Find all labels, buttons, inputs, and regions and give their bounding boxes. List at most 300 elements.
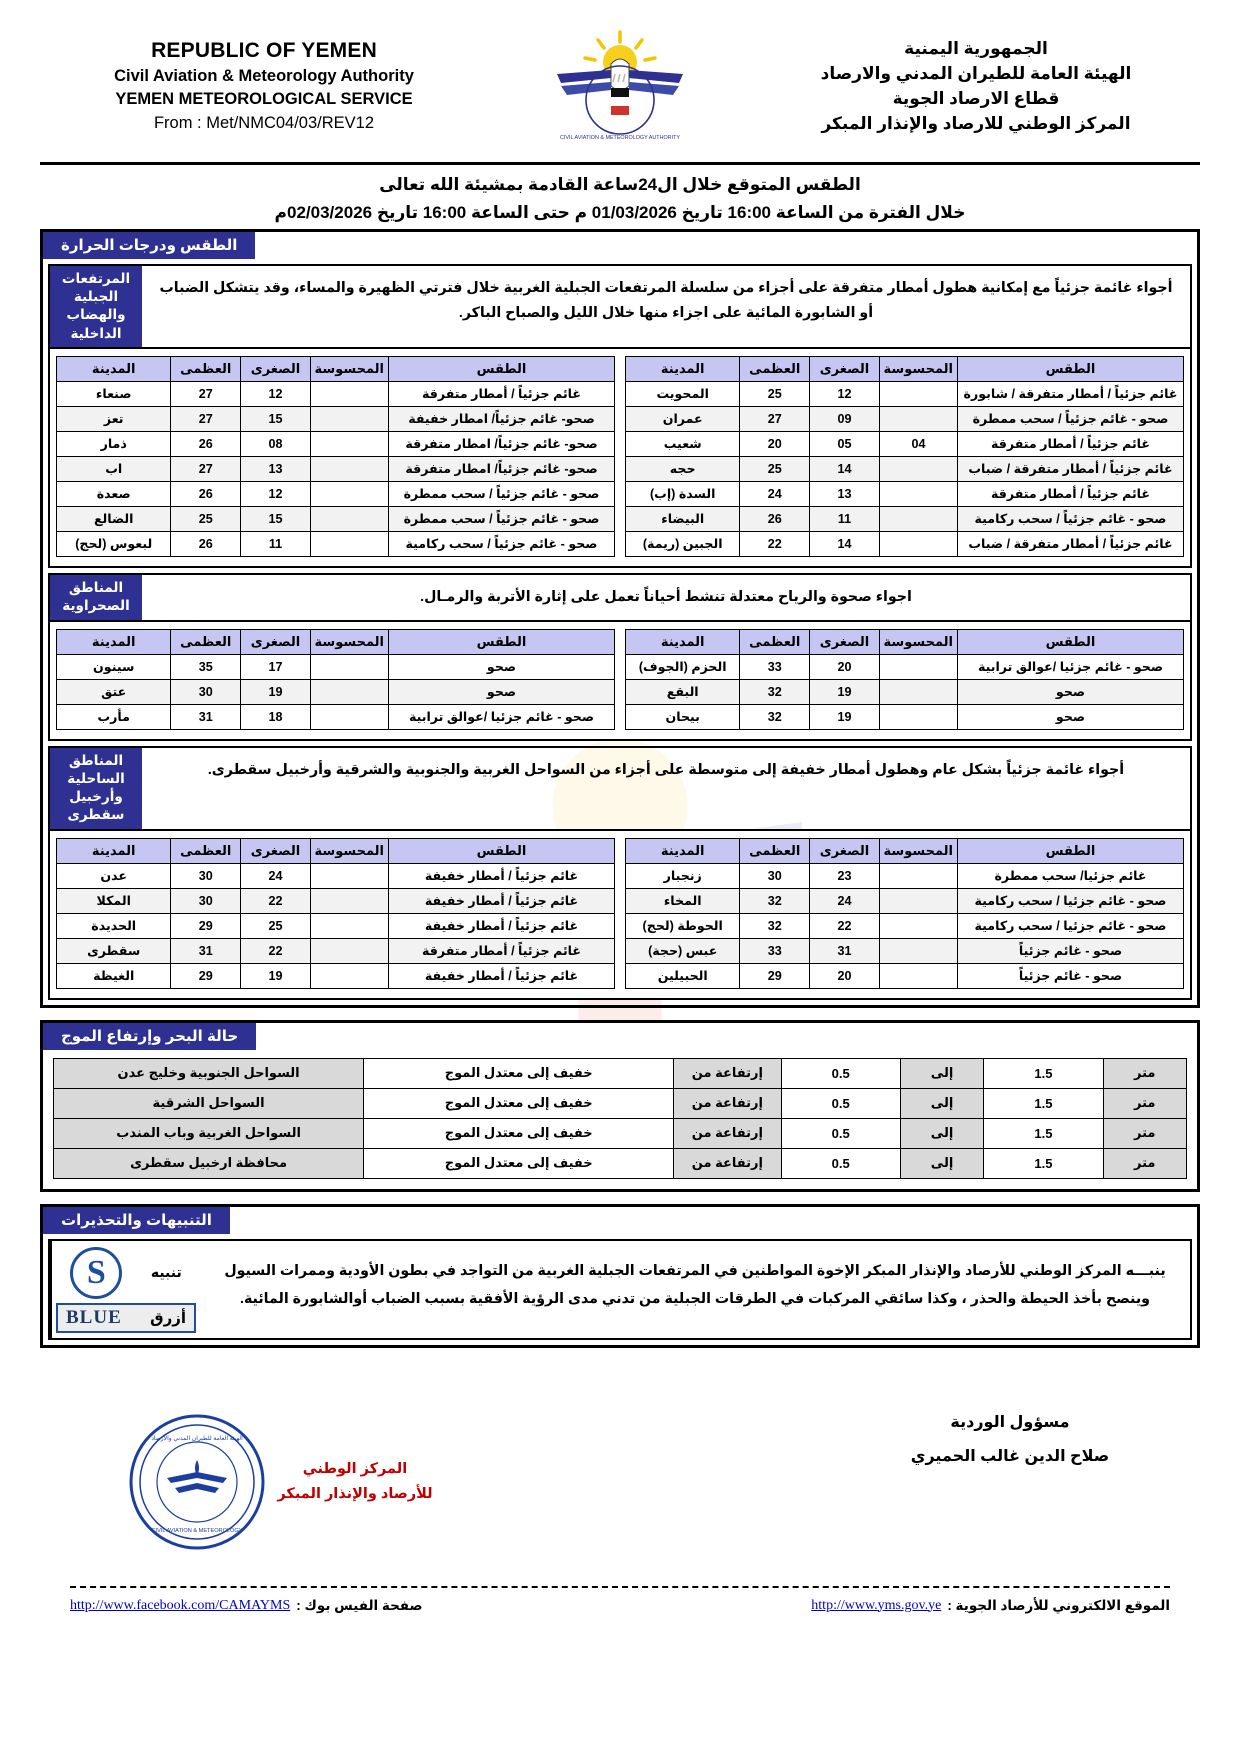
- cell-city: صنعاء: [57, 381, 171, 406]
- section-header-weather: [43, 232, 1197, 259]
- cell-min-temp: 08: [241, 431, 311, 456]
- cell-max-temp: 29: [171, 963, 241, 988]
- cell-city: المكلا: [57, 888, 171, 913]
- cell-min-temp: 15: [241, 506, 311, 531]
- cell-to-label: إلى: [900, 1148, 983, 1178]
- cell-from-label: إرتفاعة من: [674, 1148, 781, 1178]
- seal-text-line1: المركز الوطني: [302, 1460, 408, 1477]
- tbody-desert-right: [57, 654, 615, 729]
- warning-badge-word-ar: تنبيه: [150, 1264, 182, 1281]
- table-row: [57, 654, 615, 679]
- cell-max-temp: 32: [740, 913, 810, 938]
- cell-weather: صحو- غائم جزئياً/ امطار متفرقة: [389, 431, 615, 456]
- table-row: [57, 506, 615, 531]
- header-en-line3: YEMEN METEOROLOGICAL SERVICE: [115, 90, 413, 108]
- cell-max-temp: 29: [740, 963, 810, 988]
- header-ar-line3: قطاع الارصاد الجوية: [892, 88, 1060, 108]
- cell-max-temp: 30: [171, 679, 241, 704]
- coastal-table-left: [625, 838, 1184, 989]
- section-header-warnings: [43, 1207, 1197, 1234]
- cell-min-temp: 22: [241, 938, 311, 963]
- region-header-highlands: [50, 266, 1190, 349]
- warning-text: [200, 1241, 1190, 1338]
- table-row: [57, 406, 615, 431]
- header-ar-line4: المركز الوطني للارصاد والإنذار المبكر: [821, 113, 1131, 133]
- cell-weather: غائم جزئياً / أمطار متفرقة / ضباب: [958, 456, 1184, 481]
- cell-city: ذمار: [57, 431, 171, 456]
- cell-unit: متر: [1103, 1148, 1186, 1178]
- cell-weather: غائم جزئياً / أمطار متفرقة: [389, 938, 615, 963]
- table-row: [626, 431, 1184, 456]
- table-row: [57, 431, 615, 456]
- th-max: العظمى: [740, 629, 810, 654]
- weather-table: [625, 629, 1184, 730]
- cell-weather: صحو - غائم جزئيا /عوالق ترابية: [958, 654, 1184, 679]
- table-row: [57, 381, 615, 406]
- table-row: [57, 963, 615, 988]
- cell-city: زنجبار: [626, 863, 740, 888]
- region-header-desert: [50, 575, 1190, 622]
- cell-wave-to: 1.5: [984, 1058, 1103, 1088]
- th-feels: المحسوسة: [879, 356, 957, 381]
- cell-max-temp: 27: [171, 456, 241, 481]
- region-tables-desert: [50, 622, 1190, 739]
- table-row: [626, 704, 1184, 729]
- cell-from-label: إرتفاعة من: [674, 1058, 781, 1088]
- cell-weather: صحو - غائم جزئياً / سحب ركامية: [389, 531, 615, 556]
- cell-feels: [879, 679, 957, 704]
- svg-text:الهيئة العامة للطيران المدني و: الهيئة العامة للطيران المدني والأرصاد: [151, 1435, 244, 1442]
- cell-weather: غائم جزئياً / أمطار متفرقة: [389, 381, 615, 406]
- cell-max-temp: 27: [171, 406, 241, 431]
- cell-to-label: إلى: [900, 1118, 983, 1148]
- cell-city: الحوطة (لحج): [626, 913, 740, 938]
- cell-wave-to: 1.5: [984, 1118, 1103, 1148]
- table-row: [57, 888, 615, 913]
- table-row: [626, 913, 1184, 938]
- header-english-block: [64, 39, 464, 133]
- cell-city: لبعوس (لحج): [57, 531, 171, 556]
- sea-state-table: [53, 1058, 1187, 1179]
- region-description-coastal: أجواء غائمة جزئياً بشكل عام وهطول أمطار خفيفة إلى متوسطة على أجزاء من السواحل الغربية والجنوبية والشرقية وأرخبيل سقطرى.: [207, 761, 1125, 778]
- th-weather: الطقس: [958, 838, 1184, 863]
- shift-officer-block: [850, 1412, 1170, 1466]
- cell-city: المخاء: [626, 888, 740, 913]
- cell-min-temp: 11: [810, 506, 880, 531]
- table-row: [626, 406, 1184, 431]
- tbody-highlands-left: [626, 381, 1184, 556]
- th-max: العظمى: [740, 838, 810, 863]
- cell-max-temp: 33: [740, 654, 810, 679]
- table-row: [626, 888, 1184, 913]
- cell-wave-from: 0.5: [781, 1118, 900, 1148]
- region-label-highlands: المرتفعات الجبلية والهضاب الداخلية: [50, 266, 142, 347]
- th-feels: المحسوسة: [879, 629, 957, 654]
- cell-feels: [310, 481, 388, 506]
- cell-min-temp: 14: [810, 531, 880, 556]
- cell-max-temp: 32: [740, 679, 810, 704]
- cell-min-temp: 31: [810, 938, 880, 963]
- th-weather: الطقس: [389, 356, 615, 381]
- cell-city: تعز: [57, 406, 171, 431]
- cell-max-temp: 25: [740, 456, 810, 481]
- th-city: المدينة: [57, 838, 171, 863]
- cell-min-temp: 14: [810, 456, 880, 481]
- region-block-coastal: [48, 746, 1192, 1000]
- cell-min-temp: 12: [241, 381, 311, 406]
- cell-city: الحديدة: [57, 913, 171, 938]
- table-row: [626, 381, 1184, 406]
- th-weather: الطقس: [389, 838, 615, 863]
- cell-city: الضالع: [57, 506, 171, 531]
- th-feels: المحسوسة: [310, 629, 388, 654]
- cell-city: السدة (إب): [626, 481, 740, 506]
- cell-feels: [310, 506, 388, 531]
- cell-city: عدن: [57, 863, 171, 888]
- cell-weather: صحو - غائم جزئياً / سحب ركامية: [958, 506, 1184, 531]
- authority-logo: [540, 26, 700, 146]
- sea-table-row: [54, 1148, 1187, 1178]
- svg-text:CIVIL AVIATION & METEOROLOGY: CIVIL AVIATION & METEOROLOGY: [151, 1527, 243, 1534]
- cell-min-temp: 22: [810, 913, 880, 938]
- cell-city: عمران: [626, 406, 740, 431]
- cell-min-temp: 11: [241, 531, 311, 556]
- cell-min-temp: 24: [241, 863, 311, 888]
- cell-city: بيحان: [626, 704, 740, 729]
- cell-max-temp: 25: [171, 506, 241, 531]
- cell-feels: 04: [879, 431, 957, 456]
- weather-temperature-section: [40, 229, 1200, 1008]
- th-city: المدينة: [626, 838, 740, 863]
- cell-city: سينون: [57, 654, 171, 679]
- official-seal-area: [70, 1412, 490, 1552]
- cell-unit: متر: [1103, 1118, 1186, 1148]
- cell-max-temp: 26: [171, 481, 241, 506]
- weather-table: [56, 629, 615, 730]
- cell-to-label: إلى: [900, 1088, 983, 1118]
- cell-feels: [879, 456, 957, 481]
- cell-min-temp: 15: [241, 406, 311, 431]
- cell-max-temp: 30: [171, 863, 241, 888]
- warning-severity-icon: S: [70, 1247, 122, 1299]
- shift-officer-name: صلاح الدين غالب الحميري: [910, 1447, 1110, 1465]
- cell-feels: [310, 913, 388, 938]
- th-min: الصغرى: [241, 356, 311, 381]
- sea-table-row: [54, 1118, 1187, 1148]
- cell-weather: غائم جزئياً / أمطار متفرقة / شابورة: [958, 381, 1184, 406]
- cell-weather: غائم جزئياً / أمطار متفرقة: [958, 481, 1184, 506]
- desert-table-left: [625, 629, 1184, 730]
- cell-feels: [879, 863, 957, 888]
- cell-sea-region: السواحل الجنوبية وخليج عدن: [54, 1058, 364, 1088]
- tbody-coastal-left: [626, 863, 1184, 988]
- cell-weather: صحو: [958, 679, 1184, 704]
- cell-city: عتق: [57, 679, 171, 704]
- cell-min-temp: 17: [241, 654, 311, 679]
- cell-wave-from: 0.5: [781, 1058, 900, 1088]
- cell-feels: [879, 506, 957, 531]
- cell-max-temp: 31: [171, 704, 241, 729]
- cell-min-temp: 19: [241, 679, 311, 704]
- warnings-section: [40, 1204, 1200, 1348]
- weather-table: [625, 356, 1184, 557]
- cell-from-label: إرتفاعة من: [674, 1088, 781, 1118]
- section-title-sea: حالة البحر وإرتفاع الموج: [43, 1023, 256, 1050]
- cell-feels: [879, 654, 957, 679]
- cell-city: اب: [57, 456, 171, 481]
- table-row: [626, 963, 1184, 988]
- region-tables-highlands: [50, 349, 1190, 566]
- cell-feels: [879, 481, 957, 506]
- cell-feels: [310, 406, 388, 431]
- tbody-highlands-right: [57, 381, 615, 556]
- cell-weather: صحو- غائم جزئياً/ امطار متفرقة: [389, 456, 615, 481]
- cell-city: الحبيلين: [626, 963, 740, 988]
- cell-sea-region: السواحل الغربية وباب المندب: [54, 1118, 364, 1148]
- cell-feels: [879, 963, 957, 988]
- highlands-table-left: [625, 356, 1184, 557]
- cell-weather: صحو - غائم جزئياً / سحب ممطرة: [389, 506, 615, 531]
- cell-city: حجه: [626, 456, 740, 481]
- cell-min-temp: 24: [810, 888, 880, 913]
- th-max: العظمى: [171, 838, 241, 863]
- th-max: العظمى: [171, 629, 241, 654]
- tbody-desert-left: [626, 654, 1184, 729]
- cell-city: الحزم (الجوف): [626, 654, 740, 679]
- cell-min-temp: 19: [810, 704, 880, 729]
- website-url[interactable]: http://www.yms.gov.ye: [811, 1597, 942, 1613]
- cell-feels: [310, 431, 388, 456]
- cell-max-temp: 33: [740, 938, 810, 963]
- th-feels: المحسوسة: [310, 838, 388, 863]
- cell-unit: متر: [1103, 1088, 1186, 1118]
- weather-table: [56, 838, 615, 989]
- table-row: [57, 863, 615, 888]
- cell-feels: [310, 531, 388, 556]
- warning-badge-top: [52, 1241, 200, 1301]
- cell-weather: غائم جزئياً / أمطار متفرقة: [958, 431, 1184, 456]
- coastal-table-right: [56, 838, 615, 989]
- region-description-desert: اجواء صحوة والرياح معتدلة تنشط أحياناً تعمل على إثارة الأتربة والرمـال.: [420, 588, 912, 605]
- table-row: [626, 654, 1184, 679]
- cell-feels: [879, 406, 957, 431]
- cell-max-temp: 29: [171, 913, 241, 938]
- region-description-highlands: أجواء غائمة جزئياً مع إمكانية هطول أمطار متفرقة على أجزاء من سلسلة المرتفعات الجبلية الغربية خلال فترتي الظهيرة والمساء، وقد يتشكل الضباب أو الشابورة المائية على اجزاء منها خلال الليل والصباح الباكر.: [159, 280, 1173, 321]
- cell-max-temp: 30: [171, 888, 241, 913]
- facebook-label: صفحة الفيس بوك :: [296, 1597, 423, 1613]
- region-block-desert: [48, 573, 1192, 741]
- cell-max-temp: 26: [171, 431, 241, 456]
- region-label-coastal: المناطق الساحلية وأرخبيل سقطرى: [50, 748, 142, 829]
- cell-max-temp: 35: [171, 654, 241, 679]
- cell-weather: صحو - غائم جزئياً: [958, 963, 1184, 988]
- th-city: المدينة: [57, 356, 171, 381]
- header-ar-line2: الهيئة العامة للطيران المدني والارصاد: [820, 63, 1132, 83]
- th-city: المدينة: [57, 629, 171, 654]
- bulletin-title: [40, 175, 1200, 223]
- table-row: [57, 531, 615, 556]
- website-label: الموقع الالكتروني للأرصاد الجوية :: [947, 1597, 1170, 1613]
- warning-level-ar: أزرق: [150, 1309, 186, 1327]
- cell-weather: غائم جزئياً / أمطار خفيفة: [389, 913, 615, 938]
- cell-feels: [310, 863, 388, 888]
- cell-max-temp: 27: [171, 381, 241, 406]
- header-reference-number: From : Met/NMC04/03/REV12: [153, 114, 375, 132]
- sea-table-row: [54, 1088, 1187, 1118]
- cell-feels: [879, 888, 957, 913]
- cell-sea-state: خفيف إلى معتدل الموج: [364, 1148, 674, 1178]
- cell-min-temp: 25: [241, 913, 311, 938]
- cell-feels: [310, 456, 388, 481]
- cell-min-temp: 13: [810, 481, 880, 506]
- th-feels: المحسوسة: [879, 838, 957, 863]
- header-arabic-block: [776, 39, 1176, 134]
- table-row: [57, 679, 615, 704]
- facebook-url[interactable]: http://www.facebook.com/CAMAYMS: [70, 1597, 291, 1613]
- cell-min-temp: 18: [241, 704, 311, 729]
- warning-badge: [50, 1241, 200, 1338]
- table-row: [626, 679, 1184, 704]
- cell-feels: [879, 381, 957, 406]
- cell-city: شعيب: [626, 431, 740, 456]
- cell-min-temp: 05: [810, 431, 880, 456]
- cell-weather: صحو - غائم جزئيا /عوالق ترابية: [389, 704, 615, 729]
- seal-side-text: [277, 1457, 432, 1506]
- warning-level-en: BLUE: [66, 1306, 122, 1328]
- cell-feels: [879, 704, 957, 729]
- th-max: العظمى: [740, 356, 810, 381]
- cell-feels: [310, 888, 388, 913]
- warning-badge-level: [56, 1303, 196, 1333]
- region-label-desert: المناطق الصحراوية: [50, 575, 142, 620]
- warning-text-line2: وينصح بأخذ الحيطة والحذر ، وكذا سائقي المركبات في الطرقات الجبلية من تدني مدى الرؤية الأفقية بسبب الضباب أوالشابورة المائية.: [240, 1291, 1150, 1307]
- cell-max-temp: 30: [740, 863, 810, 888]
- th-city: المدينة: [626, 629, 740, 654]
- region-tables-coastal: [50, 831, 1190, 998]
- cell-max-temp: 22: [740, 531, 810, 556]
- th-weather: الطقس: [389, 629, 615, 654]
- cell-min-temp: 23: [810, 863, 880, 888]
- cell-weather: غائم جزئياً / أمطار خفيفة: [389, 888, 615, 913]
- cell-feels: [310, 704, 388, 729]
- cell-weather: صحو - غائم جزئياً: [958, 938, 1184, 963]
- seal-text-line2: للأرصاد والإنذار المبكر: [277, 1485, 433, 1502]
- cell-max-temp: 26: [740, 506, 810, 531]
- cell-weather: صحو: [389, 654, 615, 679]
- signature-area: [70, 1412, 1170, 1552]
- cell-max-temp: 31: [171, 938, 241, 963]
- header-divider: [40, 162, 1200, 165]
- weather-table: [56, 356, 615, 557]
- footer-website: [811, 1598, 1170, 1614]
- official-seal-icon: [127, 1412, 267, 1552]
- cell-max-temp: 26: [171, 531, 241, 556]
- desert-table-right: [56, 629, 615, 730]
- tbody-sea: [54, 1058, 1187, 1178]
- footer-facebook: [70, 1598, 423, 1614]
- cell-wave-from: 0.5: [781, 1088, 900, 1118]
- cell-max-temp: 25: [740, 381, 810, 406]
- cell-weather: صحو - غائم جزئيا / سحب ركامية: [958, 913, 1184, 938]
- document-header: [0, 0, 1240, 152]
- cell-sea-region: محافظة ارخبيل سقطرى: [54, 1148, 364, 1178]
- table-row: [626, 456, 1184, 481]
- section-title-warnings: التنبيهات والتحذيرات: [43, 1207, 230, 1234]
- th-weather: الطقس: [958, 356, 1184, 381]
- shift-officer-role: مسؤول الوردية: [950, 1413, 1070, 1431]
- cell-city: الجبين (ريمة): [626, 531, 740, 556]
- cell-max-temp: 32: [740, 704, 810, 729]
- cell-from-label: إرتفاعة من: [674, 1118, 781, 1148]
- table-row: [626, 531, 1184, 556]
- cell-city: سقطرى: [57, 938, 171, 963]
- header-en-line2: Civil Aviation & Meteorology Authority: [114, 67, 414, 85]
- cell-unit: متر: [1103, 1058, 1186, 1088]
- title-forecast-period: الطقس المتوقع خلال ال24ساعة القادمة بمشيئة الله تعالى: [379, 175, 861, 194]
- cell-weather: غائم جزئياً / أمطار متفرقة / ضباب: [958, 531, 1184, 556]
- footer-divider: [70, 1586, 1170, 1588]
- header-en-line1: REPUBLIC OF YEMEN: [151, 39, 377, 62]
- cell-max-temp: 32: [740, 888, 810, 913]
- cell-city: الغيظة: [57, 963, 171, 988]
- header-ar-line1: الجمهورية اليمنية: [904, 38, 1048, 58]
- th-min: الصغرى: [810, 629, 880, 654]
- cell-feels: [310, 654, 388, 679]
- cell-min-temp: 22: [241, 888, 311, 913]
- cell-max-temp: 27: [740, 406, 810, 431]
- cell-min-temp: 09: [810, 406, 880, 431]
- tbody-coastal-right: [57, 863, 615, 988]
- cell-min-temp: 19: [241, 963, 311, 988]
- section-header-sea: [43, 1023, 1197, 1050]
- cell-wave-from: 0.5: [781, 1148, 900, 1178]
- weather-table: [625, 838, 1184, 989]
- table-row: [57, 704, 615, 729]
- region-header-coastal: [50, 748, 1190, 831]
- cell-min-temp: 12: [241, 481, 311, 506]
- cell-min-temp: 12: [810, 381, 880, 406]
- title-valid-dates: خلال الفترة من الساعة 16:00 تاريخ 01/03/2026 م حتى الساعة 16:00 تاريخ 02/03/2026م: [274, 203, 966, 222]
- cell-wave-to: 1.5: [984, 1148, 1103, 1178]
- cell-weather: صحو - غائم جزئياً / سحب ممطرة: [958, 406, 1184, 431]
- cell-weather: صحو- غائم جزئياً/ امطار خفيفة: [389, 406, 615, 431]
- cell-feels: [310, 938, 388, 963]
- cell-city: المحويت: [626, 381, 740, 406]
- cell-weather: غائم جزئياً / أمطار خفيفة: [389, 863, 615, 888]
- cell-sea-state: خفيف إلى معتدل الموج: [364, 1058, 674, 1088]
- highlands-table-right: [56, 356, 615, 557]
- cell-weather: غائم جزئيا/ سحب ممطرة: [958, 863, 1184, 888]
- cell-city: صعدة: [57, 481, 171, 506]
- cell-weather: صحو - غائم جزئيا / سحب ركامية: [958, 888, 1184, 913]
- cell-feels: [310, 679, 388, 704]
- cell-city: البقع: [626, 679, 740, 704]
- th-feels: المحسوسة: [310, 356, 388, 381]
- cell-weather: غائم جزئياً / أمطار خفيفة: [389, 963, 615, 988]
- cell-min-temp: 19: [810, 679, 880, 704]
- svg-text:CIVIL AVIATION & METEOROLOGY A: CIVIL AVIATION & METEOROLOGY AUTHORITY: [560, 135, 680, 141]
- th-max: العظمى: [171, 356, 241, 381]
- cell-max-temp: 20: [740, 431, 810, 456]
- th-city: المدينة: [626, 356, 740, 381]
- cell-sea-region: السواحل الشرقية: [54, 1088, 364, 1118]
- cell-weather: صحو: [389, 679, 615, 704]
- table-row: [626, 481, 1184, 506]
- table-row: [57, 913, 615, 938]
- cell-feels: [310, 963, 388, 988]
- th-min: الصغرى: [241, 629, 311, 654]
- th-weather: الطقس: [958, 629, 1184, 654]
